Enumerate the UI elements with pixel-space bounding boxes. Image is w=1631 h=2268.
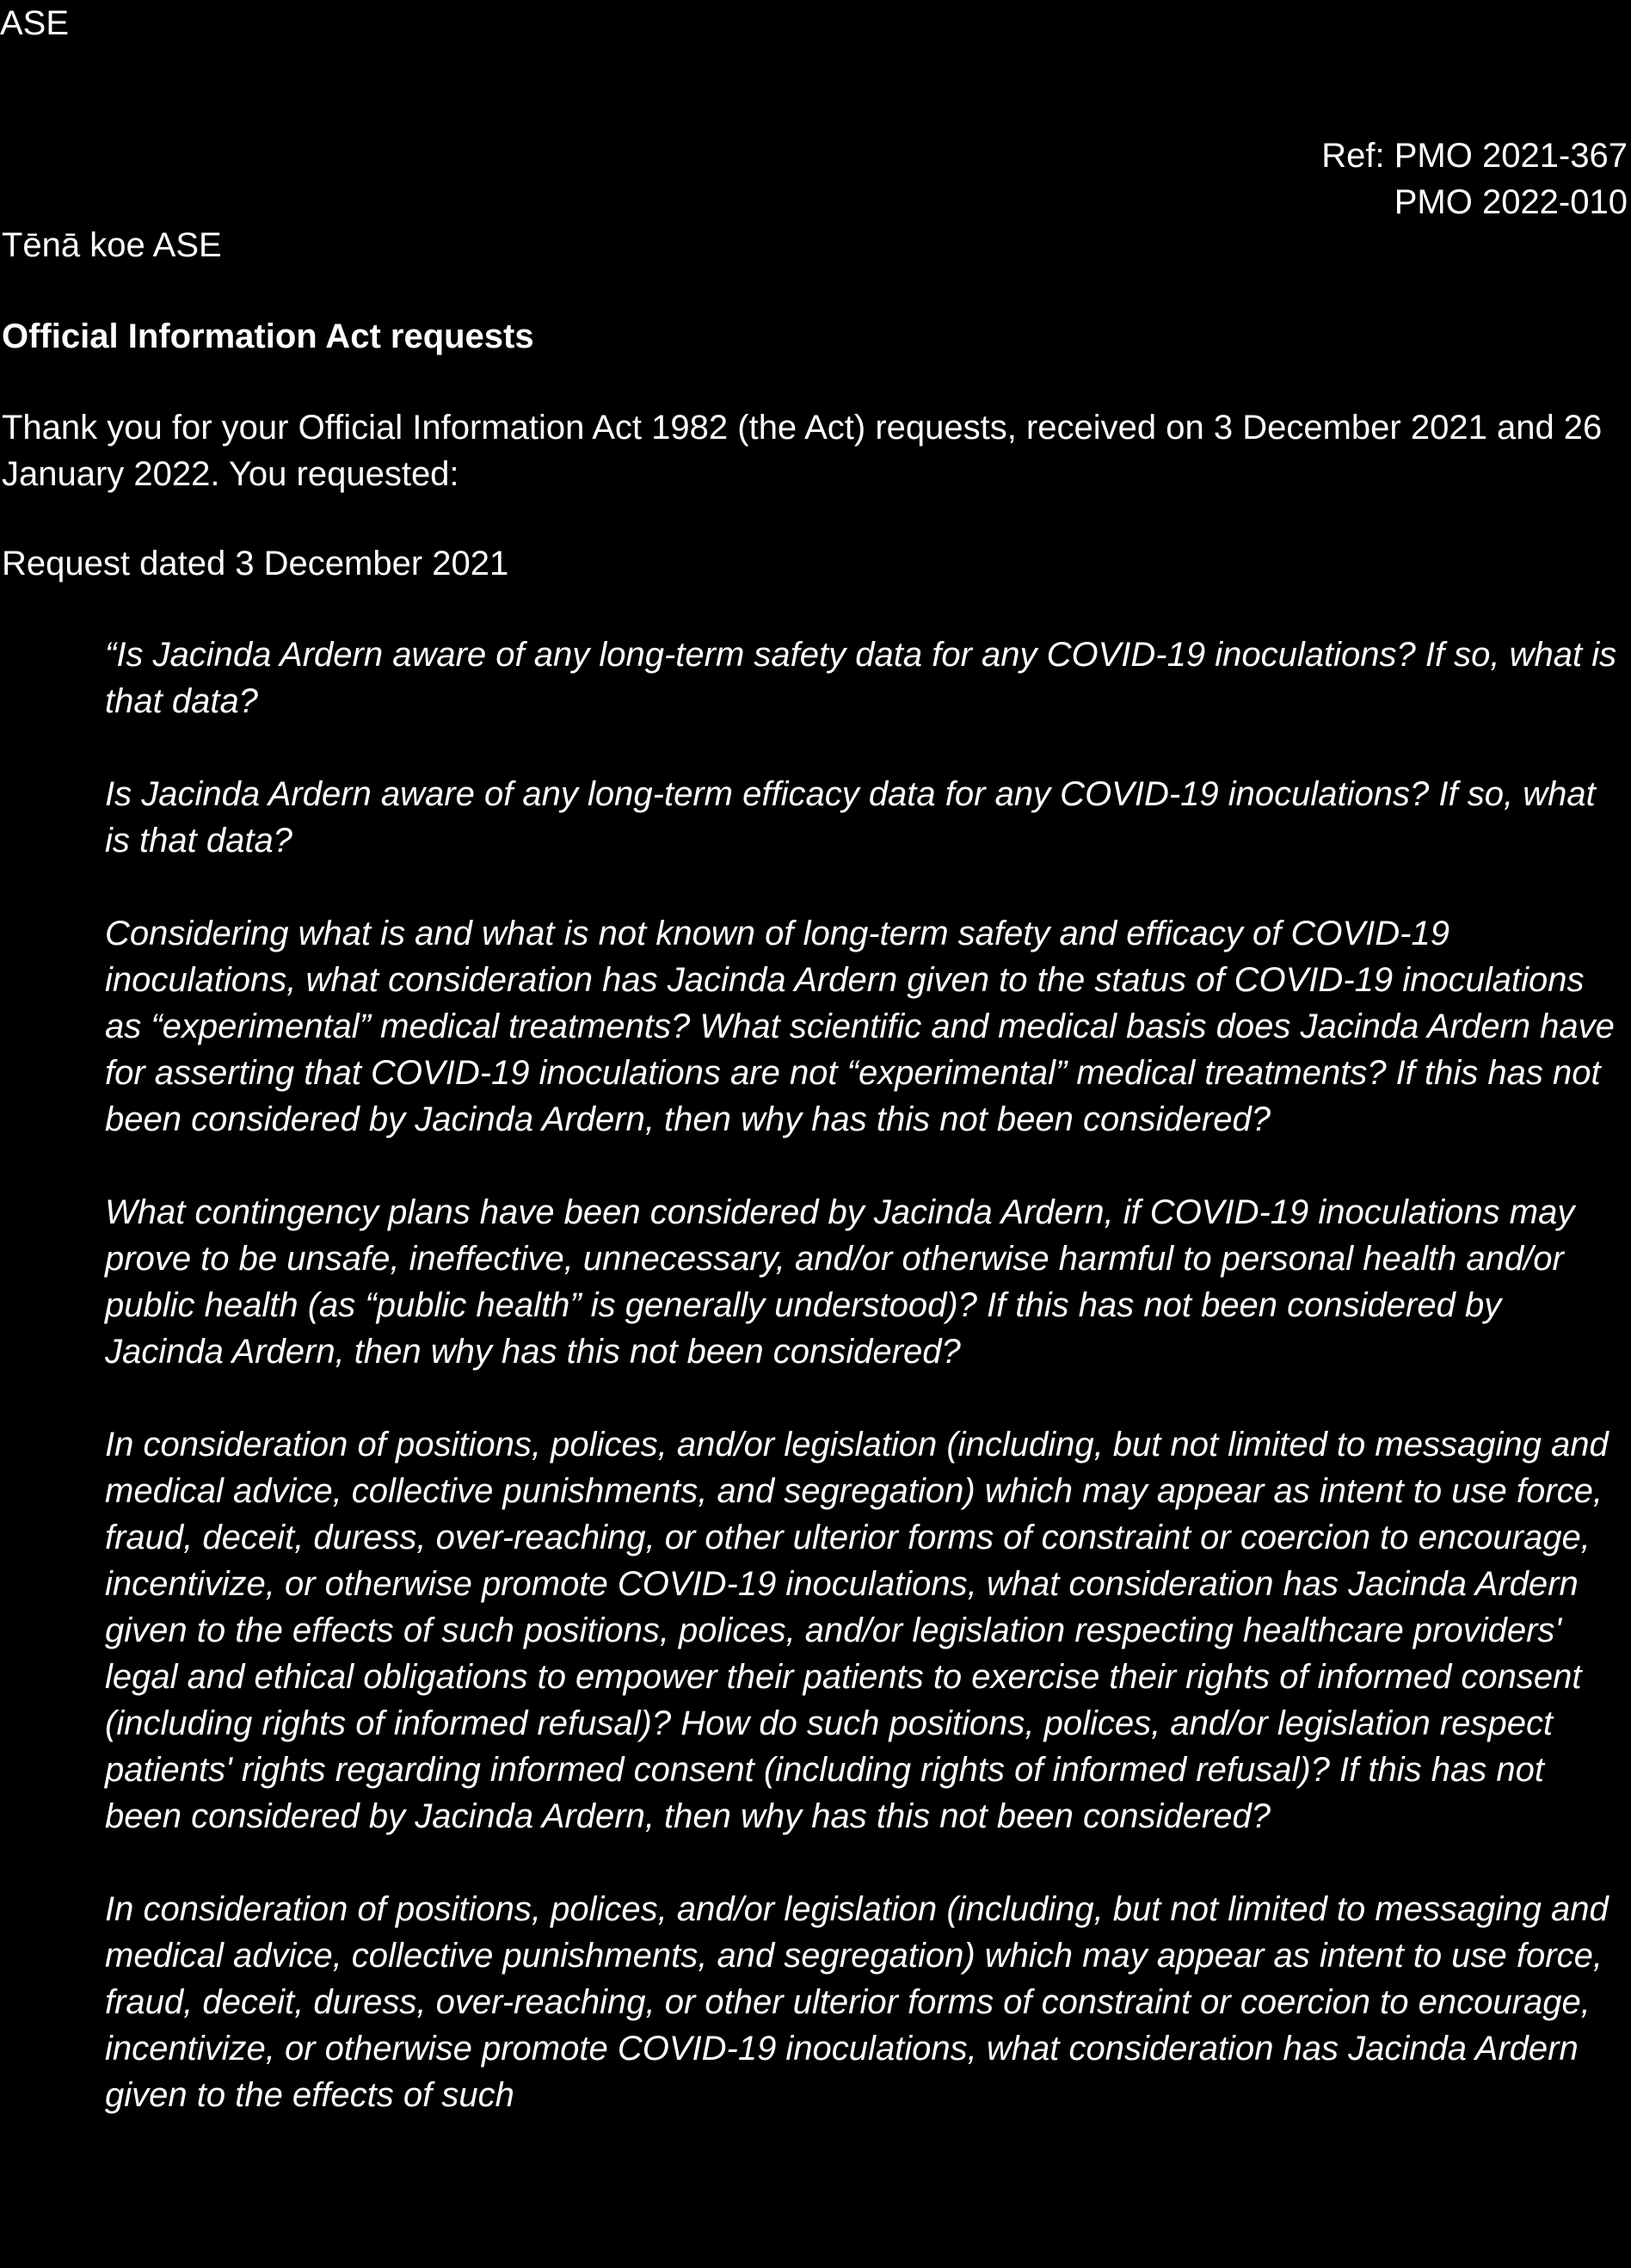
quoted-request-paragraph: In consideration of positions, polices, and/or legislation (including, but not limited to messaging and medical advice, collective punishments, and segregation) which may appear as intent to use force, fraud, deceit, duress, over-reaching, or other ulterior forms of constraint or coercion to encourage, incentivize, or otherwise promote COVID-19 inoculations, what consideration has Jacinda Ardern given to the effects of such positions, polices, and/or legislation respecting healthcare providers' legal and ethical obligations to empower their patients to exercise their rights of informed consent (including rights of informed refusal)? How do such positions, polices, and/or legislation respect patients' rights regarding informed consent (including rights of informed refusal)? If this has not been considered by Jacinda Ardern, then why has this not been considered? (105, 1426, 1609, 1835)
quoted-request-paragraph: “Is Jacinda Ardern aware of any long-term safety data for any COVID-19 inoculations? If so, what is that data? (105, 636, 1617, 720)
quoted-request-paragraph: What contingency plans have been considered by Jacinda Ardern, if COVID-19 inoculations may prove to be unsafe, ineffective, unnecessary, and/or otherwise harmful to personal health and/or public health (as “public health” is generally understood)? If this has not been considered by Jacinda Ardern, then why has this not been considered? (105, 1193, 1575, 1371)
reference-number: Ref: PMO 2021-367 (1321, 137, 1628, 175)
quoted-request-paragraph: In consideration of positions, polices, and/or legislation (including, but not limited to messaging and medical advice, collective punishments, and segregation) which may appear as intent to use force, fraud, deceit, duress, over-reaching, or other ulterior forms of constraint or coercion to encourage, incentivize, or otherwise promote COVID-19 inoculations, what consideration has Jacinda Ardern given to the effects of such (105, 1890, 1609, 2114)
addressee-name: ASE (0, 4, 70, 42)
intro-paragraph: Thank you for your Official Information Act 1982 (the Act) requests, received on 3 December 2021 and 26 January 2022. You requested: (2, 409, 1603, 493)
reference-number-secondary: PMO 2022-010 (1394, 183, 1628, 221)
quoted-requests (105, 632, 1626, 2165)
request-date-label: Request dated 3 December 2021 (2, 545, 509, 582)
quoted-request-paragraph: Considering what is and what is not known of long-term safety and efficacy of COVID-19 inoculations, what consideration has Jacinda Ardern given to the status of COVID-19 inoculations as “experimental” medical treatments? What scientific and medical basis does Jacinda Ardern have for asserting that COVID-19 inoculations are not “experimental” medical treatments? If this has not been considered by Jacinda Ardern, then why has this not been considered? (105, 915, 1615, 1138)
quoted-request-paragraph: Is Jacinda Ardern aware of any long-term efficacy data for any COVID-19 inoculations? If so, what is that data? (105, 775, 1596, 860)
letter-heading: Official Information Act requests (2, 317, 534, 355)
greeting: Tēnā koe ASE (2, 226, 222, 264)
